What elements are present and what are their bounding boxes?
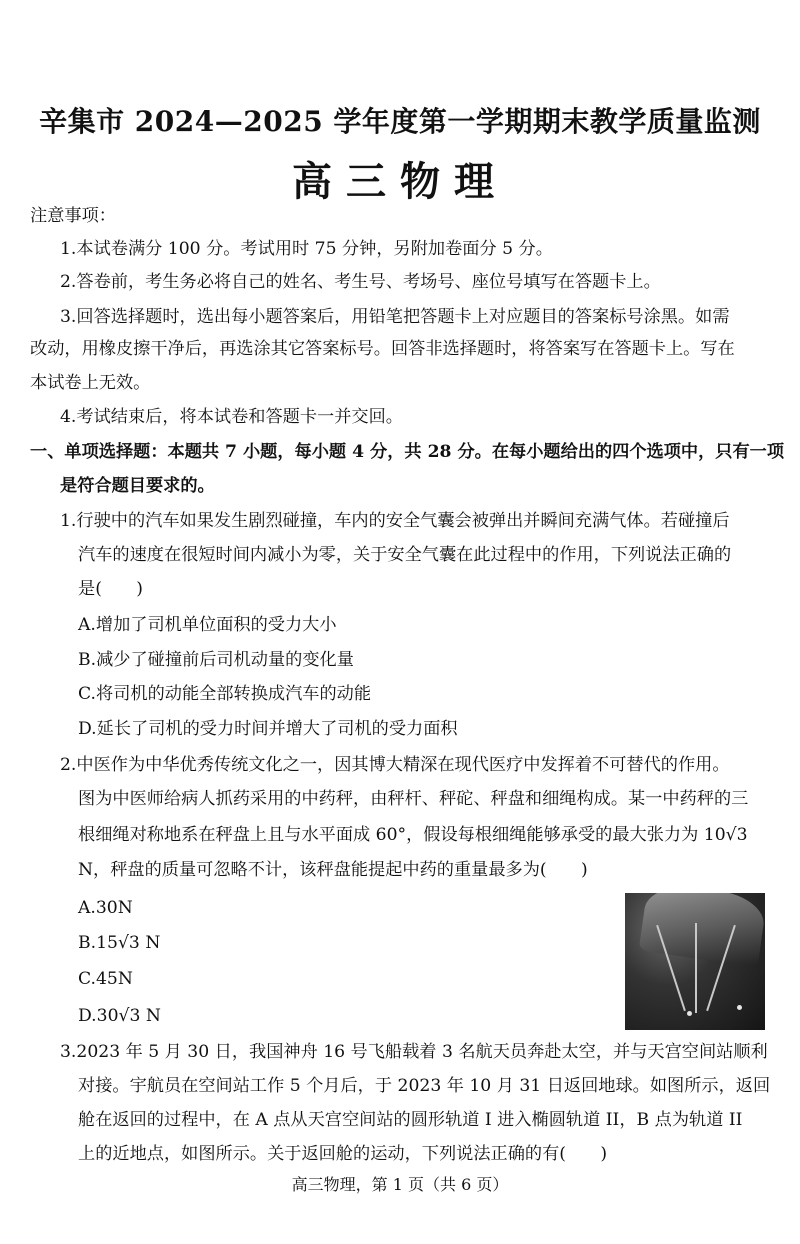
q1-option-a: A.增加了司机单位面积的受力大小 [78,615,337,635]
q2-option-d: D.30√3 N [78,1006,161,1026]
subject-title: 高三物理 [292,158,508,205]
q3-stem-line-2: 对接。宇航员在空间站工作 5 个月后，于 2023 年 10 月 31 日返回地球。如图所示，返回 [78,1076,771,1096]
scale-dot [687,1011,692,1016]
scale-rope [695,923,697,1013]
page-footer: 高三物理，第 1 页（共 6 页） [291,1175,509,1194]
notice-item-3-cont: 改动，用橡皮擦干净后，再选涂其它答案标号。回答非选择题时，将答案写在答题卡上。写在 [30,339,735,359]
q1-stem-line-2: 汽车的速度在很短时间内减小为零，关于安全气囊在此过程中的作用，下列说法正确的 [78,545,732,565]
q3-stem-line-1: 3.2023 年 5 月 30 日，我国神舟 16 号飞船载着 3 名航天员奔赴太空，并与天宫空间站顺利 [60,1042,768,1062]
notice-item-3: 3.回答选择题时，选出每小题答案后，用铅笔把答题卡上对应题目的答案标号涂黑。如需 [60,307,730,327]
notice-item-2: 2.答卷前，考生务必将自己的姓名、考生号、考场号、座位号填写在答题卡上。 [60,272,661,292]
q2-option-b: B.15√3 N [78,933,161,953]
q3-stem-line-4: 上的近地点，如图所示。关于返回舱的运动，下列说法正确的有( ) [78,1144,608,1164]
q2-stem-line-3: 根细绳对称地系在秤盘上且与水平面成 60°，假设每根细绳能够承受的最大张力为 10√3 [78,825,748,845]
q2-option-a: A.30N [78,898,133,918]
section-heading: 一、单项选择题：本题共 7 小题，每小题 4 分，共 28 分。在每小题给出的四个选项中，只有一项 [30,442,785,462]
section-heading-cont: 是符合题目要求的。 [60,476,215,496]
q3-stem-line-3: 舱在返回的过程中，在 A 点从天宫空间站的圆形轨道 I 进入椭圆轨道 II，B 点为轨道 II [78,1110,743,1130]
scale-dot [737,1005,742,1010]
exam-title: 辛集市 2024—2025 学年度第一学期期末教学质量监测 [39,105,761,138]
q1-stem-line-1: 1.行驶中的汽车如果发生剧烈碰撞，车内的安全气囊会被弹出并瞬间充满气体。若碰撞后 [60,511,730,531]
q2-stem-line-1: 2.中医作为中华优秀传统文化之一，因其博大精深在现代医疗中发挥着不可替代的作用。 [60,755,730,775]
q2-stem-line-2: 图为中医师给病人抓药采用的中药秤，由秤杆、秤砣、秤盘和细绳构成。某一中药秤的三 [78,789,749,809]
q1-stem-line-3: 是( ) [78,579,143,599]
medicine-scale-photo [625,893,765,1030]
notice-item-4: 4.考试结束后，将本试卷和答题卡一并交回。 [60,407,403,427]
q1-option-c: C.将司机的动能全部转换成汽车的动能 [78,684,372,704]
notice-heading: 注意事项： [30,206,116,226]
q2-stem-line-4: N，秤盘的质量可忽略不计，该秤盘能提起中药的重量最多为( ) [78,860,588,880]
q2-option-c: C.45N [78,969,133,989]
q1-option-d: D.延长了司机的受力时间并增大了司机的受力面积 [78,719,458,739]
q1-option-b: B.减少了碰撞前后司机动量的变化量 [78,650,354,670]
notice-item-1: 1.本试卷满分 100 分。考试用时 75 分钟，另附加卷面分 5 分。 [60,239,553,259]
notice-item-3-end: 本试卷上无效。 [30,373,151,393]
